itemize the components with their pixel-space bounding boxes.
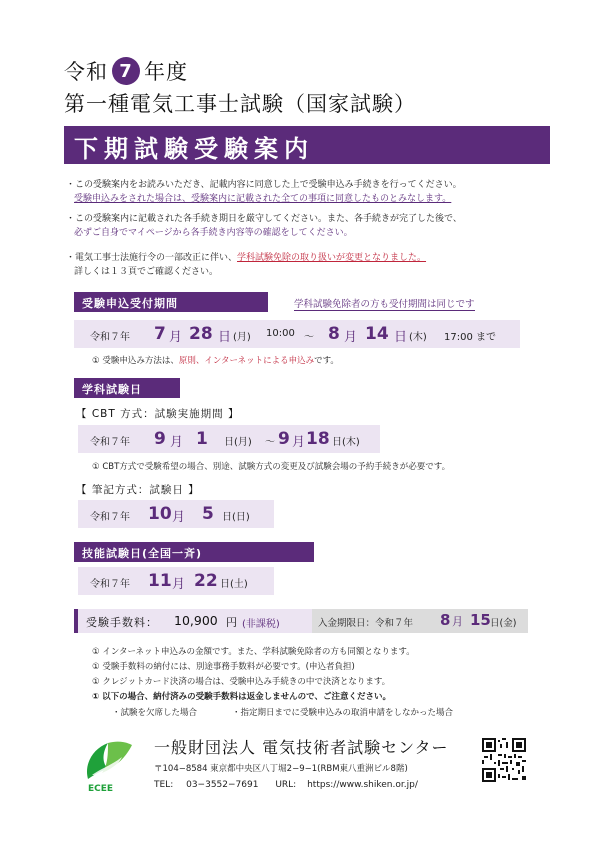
fee-note-3: ① クレジットカード決済の場合は、受験申込み手続きの中で決済となります。: [92, 677, 391, 687]
application-section-bar: [74, 292, 268, 312]
intro-b1-line2: 受験申込みをされた場合は、受験案内に記載された全ての事項に同意したものとみなします。: [74, 194, 452, 204]
org-tel: 03−3552−7691: [186, 780, 259, 790]
app-end-day: 14: [365, 324, 389, 344]
org-address: 〒104−8584 東京都中央区八丁堀2−9−1(RBM東八重洲ビル8階): [154, 764, 408, 774]
year-suffix: 年度: [144, 60, 188, 84]
fee-note-5b: ・指定期日までに受験申込みの取消申請をしなかった場合: [232, 708, 454, 718]
application-method-note: ① 受験申込み方法は、原則、インターネットによる申込みです。: [92, 356, 339, 366]
org-contact: TEL: 03−3552−7691 URL: https://www.shiken.or.jp/: [154, 780, 418, 790]
fee-label: 受験手数料：: [86, 616, 158, 629]
ecee-leaf-icon: [78, 735, 136, 793]
fiscal-year-heading: [64, 56, 188, 86]
org-url[interactable]: https://www.shiken.or.jp/: [307, 780, 418, 790]
exam-title: 第一種電気工事士試験（国家試験）: [64, 92, 416, 116]
app-end-dow: (木): [409, 332, 427, 343]
app-end-month: 8: [328, 324, 340, 344]
cbt-start-dow: 日(月): [224, 437, 252, 448]
due-month: 8: [440, 611, 451, 629]
payment-due-box: 入金期限日：令和７年 8 月 15 日(金): [312, 609, 528, 633]
cbt-header: 【 CBT 方式：試験実施期間 】: [76, 408, 240, 420]
application-period-box: 令和７年 7 月 28 日 (月) 10:00 ～ 8 月 14 日 (木) 17:00 まで: [74, 320, 520, 348]
title-banner: [64, 126, 550, 164]
fee-note-5a: ・試験を欠席した場合: [112, 708, 198, 718]
paper-date-box: 令和７年 10 月 5 日(日): [78, 500, 274, 528]
intro-b3-line1a: ・電気工事士法施行令の一部改正に伴い、: [66, 253, 238, 263]
year-number-circle: 7: [112, 57, 140, 85]
due-dow: 日(金): [490, 618, 517, 629]
intro-bullet-3: [66, 251, 426, 279]
written-section-title: 学科試験日: [82, 383, 142, 396]
practical-section-bar: [74, 542, 314, 562]
paper-header: 【 筆記方式：試験日 】: [76, 484, 200, 496]
intro-b2-line2: 必ずご自身でマイページから各手続き内容等の確認をしてください。: [74, 228, 353, 238]
intro-b3-line1b: 学科試験免除の取り扱いが変更となりました。: [237, 253, 427, 263]
paper-month: 10: [148, 504, 172, 524]
intro-bullet-2: [66, 212, 462, 240]
cbt-end-day: 18: [306, 429, 330, 449]
cbt-start-month: 9: [154, 429, 166, 449]
paper-day: 5: [202, 504, 214, 524]
practical-date-box: 令和７年 11 月 22 日(土): [78, 567, 274, 595]
due-day: 15: [470, 611, 491, 629]
app-end-time: 17:00 まで: [444, 332, 496, 343]
reiwa-prefix: 令和: [64, 60, 108, 84]
logo-text: ECEE: [88, 784, 114, 793]
app-start-time: 10:00: [266, 328, 295, 339]
banner-title: 下期試験受験案内: [74, 135, 314, 163]
cbt-note: ① CBT方式で受験希望の場合、別途、試験方式の変更及び試験会場の予約手続きが必要です。: [92, 462, 451, 472]
exempt-note: 学科試験免除者の方も受付期間は同じです: [294, 296, 475, 311]
fee-note-4: ① 以下の場合、納付済みの受験手数料は返金しませんので、ご注意ください。: [92, 692, 391, 702]
cbt-end-dow: 日(木): [332, 437, 360, 448]
practical-dow: 日(土): [220, 579, 248, 590]
intro-b1-line1: ・この受験案内をお読みいただき、記載内容に同意した上で受験申込み手続きを行ってください。: [66, 180, 462, 190]
ecee-logo: [78, 735, 136, 793]
fee-bar: 受験手数料： 10,900 円 (非課税): [74, 609, 458, 633]
intro-b3-line2: 詳しくは１３頁でご確認ください。: [74, 267, 219, 277]
practical-day: 22: [194, 571, 218, 591]
app-start-day: 28: [189, 324, 213, 344]
paper-dow: 日(日): [222, 512, 250, 523]
cbt-start-day: 1: [196, 429, 208, 449]
cbt-end-month: 9: [278, 429, 290, 449]
qr-code-icon[interactable]: [482, 738, 526, 782]
fee-note-1: ① インターネット申込みの金額です。また、学科試験免除者の方も同額となります。: [92, 647, 415, 657]
application-section-title: 受験申込受付期間: [82, 297, 178, 310]
due-label: 入金期限日：令和７年: [318, 618, 414, 629]
fee-note-2: ① 受験手数料の納付には、別途事務手数料が必要です。(申込者負担): [92, 662, 355, 672]
fee-amount: 10,900: [174, 613, 218, 628]
practical-section-title: 技能試験日(全国一斉): [82, 547, 203, 560]
app-start-month: 7: [154, 324, 166, 344]
intro-bullet-1: [66, 178, 462, 206]
intro-b2-line1: ・この受験案内に記載された各手続き期日を厳守してください。また、各手続きが完了した後で、: [66, 214, 462, 224]
cbt-period-box: 令和７年 9 月 1 日(月) ～ 9 月 18 日(木): [78, 425, 380, 453]
org-name: 一般財団法人 電気技術者試験センター: [154, 738, 449, 757]
written-section-bar: [74, 378, 180, 398]
fee-tax-note: (非課税): [242, 619, 280, 630]
application-era: 令和７年: [90, 332, 130, 343]
app-start-dow: (月): [233, 332, 251, 343]
practical-month: 11: [148, 571, 172, 591]
